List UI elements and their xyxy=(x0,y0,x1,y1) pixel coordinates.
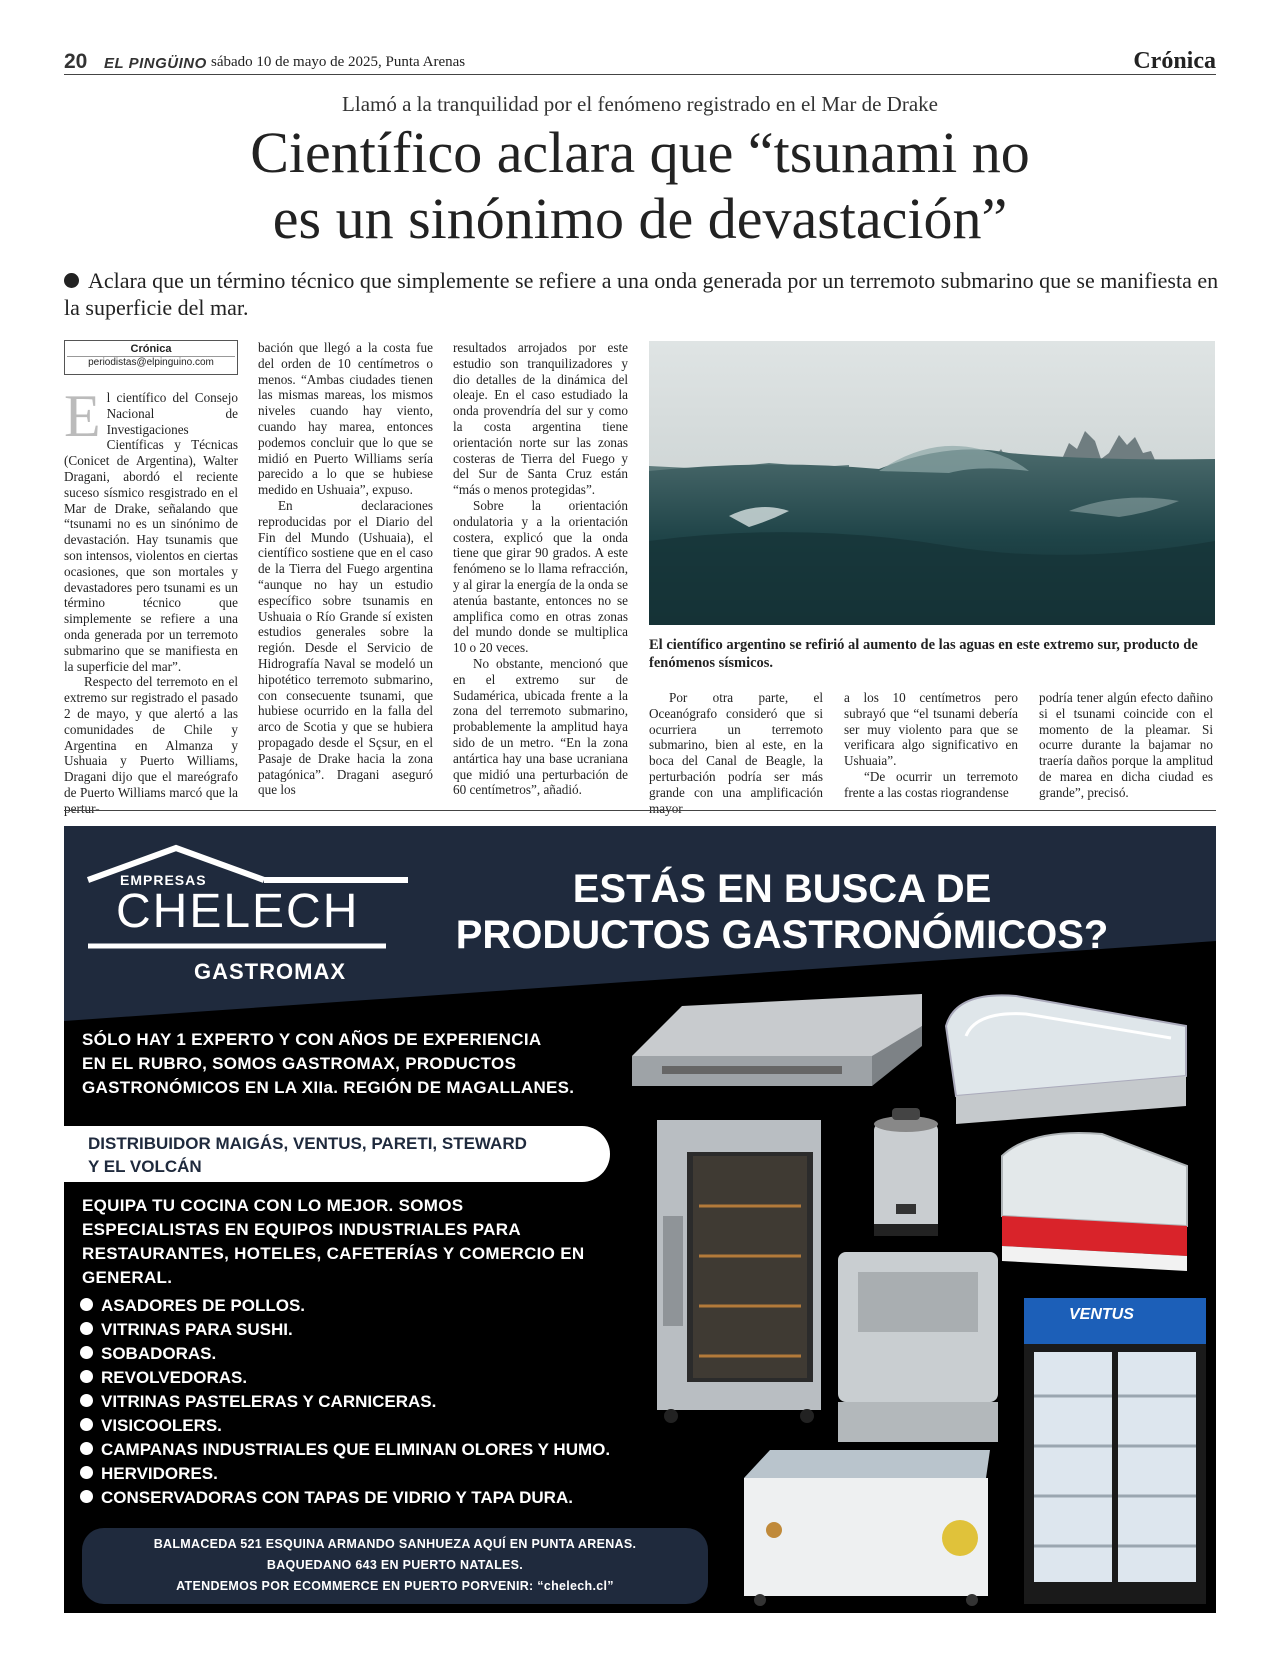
list-item: SOBADORAS. xyxy=(80,1342,610,1366)
chicken-rotisserie-image xyxy=(649,1116,829,1428)
paragraph: “De ocurrir un terremoto frente a las costas riograndense xyxy=(844,768,1018,800)
byline-section: Crónica xyxy=(130,343,172,355)
section-title: Crónica xyxy=(1133,48,1216,74)
ad-headline xyxy=(382,866,1182,958)
ad-intro-line: GASTRONÓMICOS EN LA XIIa. REGIÓN DE MAGALLANES. xyxy=(82,1078,575,1097)
chest-freezer-image xyxy=(730,1438,1000,1608)
paragraph: Sobre la orientación ondulatoria y a la orientación costera, explicó que la onda tiene que girar 90 grados. A este fenómeno se lo llama refracción, y al girar la energía de la onda se atenúa bastante, entonces no se amplifica como en otras zonas del mundo donde se multiplica 10 o 20 veces. xyxy=(453,497,628,656)
ad-intro-line: EN EL RUBRO, SOMOS GASTROMAX, PRODUCTOS xyxy=(82,1054,517,1073)
lead-text: Aclara que un término técnico que simplemente se refiere a una onda generada por un terremoto submarino que se manifiesta en la superficie del mar. xyxy=(64,268,1219,320)
ad-headline-line-2: PRODUCTOS GASTRONÓMICOS? xyxy=(455,913,1109,957)
ad-description xyxy=(82,1194,642,1290)
list-item: CONSERVADORAS CON TAPAS DE VIDRIO Y TAPA DURA. xyxy=(80,1486,610,1510)
address-line: BAQUEDANO 643 EN PUERTO NATALES. xyxy=(266,1558,524,1572)
byline-box xyxy=(64,340,238,375)
paragraph: podría tener algún efecto dañino si el tsunami coincide con el momento de la pleamar. Si ocurre durante la bajamar no traería daños porque la amplitud de marea en dicha ciudad es grande”, precisó. xyxy=(1039,690,1213,800)
dough-mixer-image xyxy=(828,1242,1008,1452)
ad-desc-line: RESTAURANTES, HOTELES, CAFETERÍAS Y COMERCIO EN xyxy=(82,1244,585,1263)
ad-intro xyxy=(82,1028,602,1100)
article-column-4 xyxy=(649,690,823,816)
ad-desc-line: EQUIPA TU COCINA CON LO MEJOR. SOMOS xyxy=(82,1196,464,1215)
list-item: VITRINAS PASTELERAS Y CARNICERAS. xyxy=(80,1390,610,1414)
brand-name: CHELECH xyxy=(116,885,360,938)
water-boiler-image xyxy=(856,1104,956,1244)
paragraph: resultados arrojados por este estudio son tranquilizadores y dio detalles de la dinámica del oleaje. En el caso estudiado la onda provendría del sur y como la costa argentina tiene orientación norte sur las zonas costeras de Tierra del Fuego y del Sur de Santa Cruz están “más o menos protegidas”. xyxy=(453,340,628,498)
headline-line-2: es un sinónimo de devastación” xyxy=(272,186,1008,251)
headline-line-1: Científico aclara que “tsunami no xyxy=(250,120,1030,185)
drop-cap: E xyxy=(64,383,101,449)
bullet-icon xyxy=(64,273,79,288)
sushi-display-image xyxy=(936,986,1206,1126)
article-column-1 xyxy=(64,383,238,817)
list-item: ASADORES DE POLLOS. xyxy=(80,1294,610,1318)
address-box xyxy=(82,1528,708,1604)
paragraph: a los 10 centímetros pero subrayó que “el tsunami debería ser muy violento para que se verificara algo significativo en Ushuaia”. xyxy=(844,690,1018,769)
ad-desc-line: GENERAL. xyxy=(82,1268,173,1287)
address-line: BALMACEDA 521 ESQUINA ARMANDO SANHUEZA AQUÍ EN PUNTA ARENAS. xyxy=(153,1537,637,1551)
paragraph: bación que llegó a la costa fue del orden de 10 centímetros o menos. “Ambas ciudades tienen las mismas mareas, los mismos niveles cuando hay viento, cuando hay marea, entonces podemos concluir que lo que se midió en Puerto Williams sería parecido a lo que se hubiese medido en Ushuaia”, expuso. xyxy=(258,340,433,498)
byline-email: periodistas@elpinguino.com xyxy=(67,356,235,368)
product-list xyxy=(80,1294,610,1510)
ad-headline-line-1: ESTÁS EN BUSCA DE xyxy=(572,867,992,911)
article-column-6 xyxy=(1039,690,1213,801)
paragraph: Por otra parte, el Oceanógrafo consideró que si ocurriera un terremoto submarino, bien al este, en la boca del Canal de Beagle, la perturbación podría ser más grande con una amplificación mayor xyxy=(649,690,823,816)
address-line: ATENDEMOS POR ECOMMERCE EN PUERTO PORVENIR: “chelech.cl” xyxy=(176,1579,614,1593)
paragraph-text: l científico del Consejo Nacional de Investigaciones Científicas y Técnicas (Conicet de Argentina), Walter Dragani, abordó el reciente suceso sísmico resgistrado en el Mar de Drake, señalando que “tsunami no es un sinónimo de devastación. Hay tsunamis que son intensos, violentos en ciertas ocasiones, que son mortales y devastadores pero tsunami es un término técnico que simplemente se refiere a una onda generada por un terremoto submarino que se manifiesta en la superficie del mar”. xyxy=(64,390,238,674)
paragraph: No obstante, mencionó que en el extremo sur de Sudamérica, ubicada frente a la zona del terremoto submarino, probablemente la amplitud haya sido de un metro. “En la zona antártica hay una base ucraniana que midió una perturbación de 60 centímetros”, añadió. xyxy=(453,655,628,798)
ad-desc-line: ESPECIALISTAS EN EQUIPOS INDUSTRIALES PARA xyxy=(82,1220,521,1239)
brand-gastromax: GASTROMAX xyxy=(194,959,346,984)
extractor-hood-image xyxy=(622,986,932,1096)
header-rule xyxy=(64,74,1216,75)
article-column-5 xyxy=(844,690,1018,801)
kicker: Llamó a la tranquilidad por el fenómeno registrado en el Mar de Drake xyxy=(342,92,938,116)
date-line: sábado 10 de mayo de 2025, Punta Arenas xyxy=(211,54,466,70)
article-column-2 xyxy=(258,340,433,798)
photo-caption: El científico argentino se refirió al aumento de las aguas en este extremo sur, producto de fenómenos sísmicos. xyxy=(649,637,1198,671)
list-item: CAMPANAS INDUSTRIALES QUE ELIMINAN OLORES Y HUMO. xyxy=(80,1438,610,1462)
ocean-photo xyxy=(649,341,1215,625)
list-item: REVOLVEDORAS. xyxy=(80,1366,610,1390)
pastry-display-image xyxy=(992,1126,1197,1276)
distributor-banner xyxy=(64,1126,610,1182)
ventus-label: VENTUS xyxy=(1069,1306,1134,1323)
distributor-line: Y EL VOLCÁN xyxy=(88,1157,202,1176)
page-number: 20 xyxy=(64,50,88,73)
paragraph: En declaraciones reproducidas por el Diario del Fin del Mundo (Ushuaia), el científico sostiene que en el caso de la Tierra del Fuego argentina “aunque no hay un estudio específico sobre tsunamis en Ushuaia o Río Grande sí existen estudios generales sobre la región. Desde el Servicio de Hidrografía Naval se modeló un hipotético terremoto submarino, con consecuente tsunami, que hubiese ocurrido en la falla del arco de Scotia y que se hubiera propagado desde el Sçsur, en el Pasaje de Drake hacia la zona patagónica”. Dragani aseguró que los xyxy=(258,497,433,798)
visicooler-image xyxy=(1022,1296,1212,1606)
newspaper-logo: EL PINGÜINO xyxy=(104,55,207,72)
brand-empresas: EMPRESAS xyxy=(120,872,207,888)
list-item: VITRINAS PARA SUSHI. xyxy=(80,1318,610,1342)
list-item: HERVIDORES. xyxy=(80,1462,610,1486)
distributor-line: DISTRIBUIDOR MAIGÁS, VENTUS, PARETI, STEWARD xyxy=(88,1134,527,1153)
list-item: VISICOOLERS. xyxy=(80,1414,610,1438)
paragraph: Respecto del terremoto en el extremo sur registrado el pasado 2 de mayo, y que alertó a las comunidades de Chile y Argentina en Almanza y Ushuaia y Puerto Williams, Dragani dijo que el mareógrafo de Puerto Williams marcó que la pertur- xyxy=(64,674,238,816)
headline xyxy=(60,120,1220,252)
paragraph xyxy=(64,383,238,674)
ad-divider xyxy=(64,810,1216,811)
chelech-advertisement xyxy=(64,826,1216,1613)
ad-intro-line: SÓLO HAY 1 EXPERTO Y CON AÑOS DE EXPERIENCIA xyxy=(82,1030,542,1049)
article-column-3 xyxy=(453,340,628,798)
lead-paragraph xyxy=(64,267,1224,321)
